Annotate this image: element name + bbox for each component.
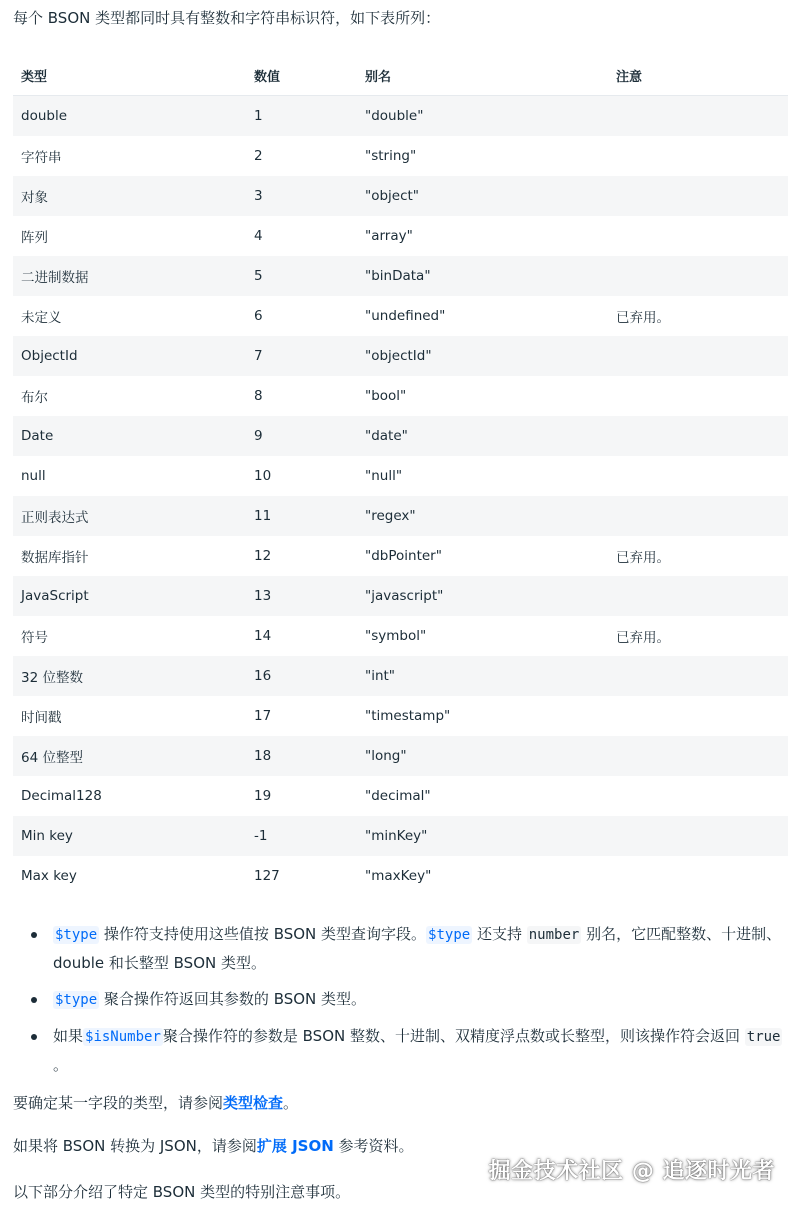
json-paragraph: [13, 1134, 414, 1158]
cell-number: 2: [254, 148, 263, 164]
bullet-icon: [31, 997, 37, 1003]
cell-number: 6: [254, 308, 263, 324]
list-item: [53, 920, 788, 977]
header-number: 数值: [246, 55, 357, 96]
cell-type: 对象: [13, 176, 246, 216]
cell-notes: [608, 176, 788, 216]
list-item-text: 。: [53, 1056, 69, 1074]
list-item-text: 聚合操作符的参数是 BSON 整数、十进制、双精度浮点数或长整型，则该操作符会返回: [162, 1027, 745, 1045]
cell-alias: "date": [357, 416, 608, 456]
table-row: [13, 416, 788, 456]
list-item-text: 还支持: [472, 925, 527, 943]
cell-alias: "regex": [357, 496, 608, 536]
paragraph-text: 如果将 BSON 转换为 JSON，请参阅: [13, 1137, 257, 1155]
cell-type: null: [21, 468, 46, 484]
table-row: [13, 216, 788, 256]
type-notes-list: [13, 920, 788, 1087]
cell-number: 1: [246, 96, 357, 137]
bullet-icon: [31, 932, 37, 938]
table-row: [13, 496, 788, 536]
cell-number: 14: [254, 628, 272, 644]
header-notes: 注意: [608, 55, 788, 96]
cell-notes: [608, 456, 788, 496]
bullet-icon: [31, 1034, 37, 1040]
list-item-text: 聚合操作符返回其参数的 BSON 类型。: [99, 990, 367, 1008]
cell-notes: [608, 136, 788, 176]
table-row: [13, 776, 788, 816]
list-item: [53, 985, 788, 1014]
cell-alias: "int": [357, 656, 608, 696]
type-check-paragraph: [13, 1091, 298, 1115]
list-item-text: 别名，它匹配整数、十进制、double 和长整型 BSON 类型。: [53, 925, 782, 972]
cell-type: 字符串: [21, 150, 62, 166]
cell-number: 11: [246, 496, 357, 536]
cell-alias: "bool": [365, 388, 407, 404]
list-item: [53, 1022, 788, 1079]
cell-number: 16: [246, 656, 357, 696]
cell-number: 17: [254, 708, 272, 724]
table-row: [13, 136, 788, 176]
cell-notes: [608, 376, 788, 416]
type-aggregation-link[interactable]: $type: [55, 992, 98, 1008]
cell-alias: "objectId": [357, 336, 608, 376]
table-row: [13, 96, 788, 137]
isnumber-link[interactable]: $isNumber: [85, 1029, 161, 1045]
cell-number: 4: [254, 228, 263, 244]
cell-type: 未定义: [21, 310, 62, 326]
cell-notes: [608, 256, 788, 296]
cell-alias: "object": [357, 176, 608, 216]
cell-type: 符号: [21, 630, 48, 646]
cell-number: 8: [254, 388, 263, 404]
cell-notes: [608, 696, 788, 736]
cell-notes: [608, 576, 788, 616]
intro-text: 每个 BSON 类型都同时具有整数和字符串标识符，如下表所列：: [13, 9, 441, 27]
cell-alias: "null": [365, 468, 403, 484]
cell-notes: [608, 216, 788, 256]
cell-number: 3: [246, 176, 357, 216]
cell-alias: "long": [357, 736, 608, 776]
table-row: [13, 336, 788, 376]
cell-number: 9: [246, 416, 357, 456]
cell-number: 127: [254, 868, 280, 884]
cell-type: 32 位整数: [13, 656, 246, 696]
type-operator-link[interactable]: $type: [428, 927, 471, 943]
cell-alias: "array": [365, 228, 413, 244]
cell-number: 19: [254, 788, 272, 804]
cell-number: -1: [246, 816, 357, 856]
cell-alias: "decimal": [365, 788, 431, 804]
paragraph-text: 要确定某一字段的类型，请参阅: [13, 1094, 224, 1112]
cell-type: 正则表达式: [13, 496, 246, 536]
table-row: [13, 856, 788, 896]
table-row: [13, 696, 788, 736]
cell-type: Date: [13, 416, 246, 456]
cell-notes: 已弃用。: [616, 550, 670, 566]
table-header-row: [13, 55, 788, 96]
cell-alias: "javascript": [357, 576, 608, 616]
list-item-text: 操作符支持使用这些值按 BSON 类型查询字段。: [99, 925, 427, 943]
cell-alias: "timestamp": [365, 708, 451, 724]
cell-notes: [608, 776, 788, 816]
cell-alias: "maxKey": [365, 868, 432, 884]
section-intro-paragraph: 以下部分介绍了特定 BSON 类型的特别注意事项。: [13, 1183, 351, 1201]
type-operator-link[interactable]: $type: [55, 927, 98, 943]
table-row: [13, 656, 788, 696]
cell-number: 18: [246, 736, 357, 776]
cell-notes: [608, 656, 788, 696]
table-row: [13, 816, 788, 856]
watermark: 掘金技术社区 @ 追逐时光者: [488, 1159, 775, 1184]
cell-alias: "minKey": [357, 816, 608, 856]
table-row: [13, 616, 788, 656]
cell-alias: "undefined": [365, 308, 446, 324]
table-row: [13, 256, 788, 296]
header-alias: 别名: [357, 55, 608, 96]
inline-code: true: [746, 1029, 781, 1045]
list-item-text: 如果: [53, 1027, 84, 1045]
bson-types-table: [13, 55, 788, 896]
cell-notes: 已弃用。: [616, 310, 670, 326]
cell-type: Max key: [21, 868, 77, 884]
cell-type: 数据库指针: [21, 550, 89, 566]
cell-number: 13: [246, 576, 357, 616]
table-row: [13, 736, 788, 776]
table-row: [13, 536, 788, 576]
table-row: [13, 296, 788, 336]
header-type: 类型: [13, 55, 246, 96]
cell-notes: [608, 416, 788, 456]
cell-number: 5: [246, 256, 357, 296]
paragraph-text: 参考资料。: [333, 1137, 414, 1155]
cell-notes: [608, 336, 788, 376]
cell-type: 时间戳: [21, 710, 62, 726]
cell-notes: [608, 96, 788, 137]
cell-type: Min key: [13, 816, 246, 856]
cell-type: JavaScript: [13, 576, 246, 616]
cell-number: 7: [246, 336, 357, 376]
cell-notes: [608, 496, 788, 536]
cell-number: 10: [254, 468, 272, 484]
table-row: [13, 376, 788, 416]
cell-type: Decimal128: [21, 788, 102, 804]
cell-type: ObjectId: [13, 336, 246, 376]
cell-number: 12: [254, 548, 272, 564]
extended-json-link[interactable]: 扩展 JSON: [256, 1137, 334, 1155]
cell-alias: "symbol": [365, 628, 427, 644]
cell-notes: [608, 816, 788, 856]
cell-type: 阵列: [21, 230, 48, 246]
cell-alias: "dbPointer": [365, 548, 442, 564]
cell-type: 二进制数据: [13, 256, 246, 296]
cell-alias: "double": [357, 96, 608, 137]
cell-notes: [608, 736, 788, 776]
type-check-link[interactable]: 类型检查: [223, 1094, 284, 1112]
cell-notes: 已弃用。: [616, 630, 670, 646]
paragraph-text: 。: [283, 1094, 299, 1112]
cell-notes: [608, 856, 788, 896]
cell-alias: "binData": [357, 256, 608, 296]
table-row: [13, 456, 788, 496]
table-row: [13, 176, 788, 216]
cell-type: double: [13, 96, 246, 137]
cell-type: 64 位整型: [13, 736, 246, 776]
cell-alias: "string": [365, 148, 417, 164]
table-row: [13, 576, 788, 616]
inline-code: number: [528, 927, 580, 943]
cell-type: 布尔: [21, 390, 48, 406]
